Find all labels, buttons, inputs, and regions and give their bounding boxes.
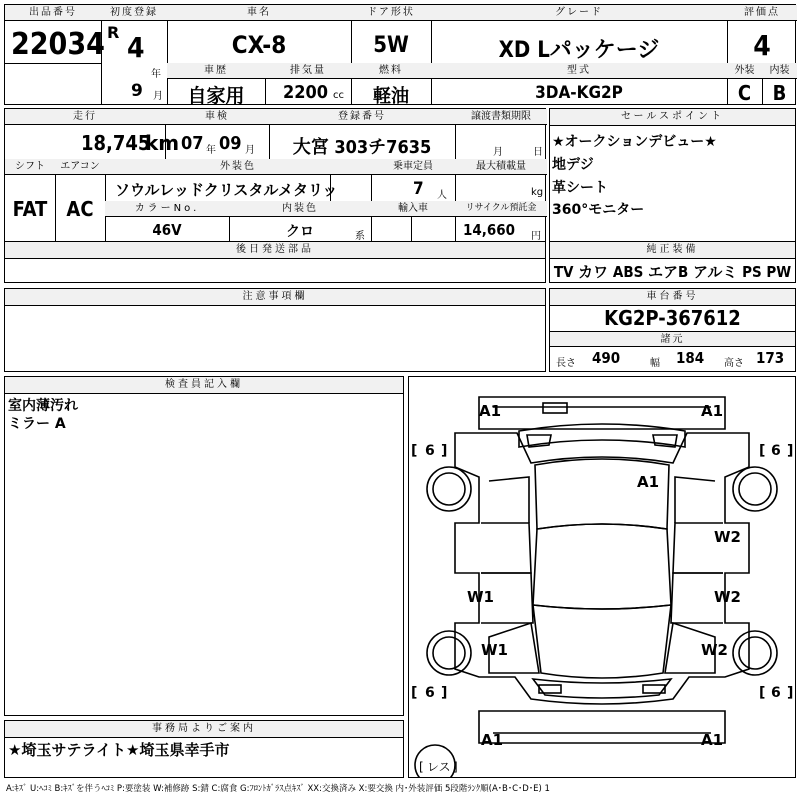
tire-fl-open: [ [411,443,418,459]
office-label: 事務局よりご案内 [5,721,403,738]
sales-point-3: 革シート [552,180,608,196]
ac: AC [66,197,94,221]
office-text: ★埼玉サテライト★埼玉県幸手市 [8,741,230,759]
sales-point-4: 360°モニター [552,202,645,218]
inspection-label: 車検 [165,109,269,125]
details-panel [4,108,546,242]
model: 3DA-KG2P [535,83,623,103]
int-color-label: 内装色 [229,201,371,217]
int-grade: B [772,81,787,105]
later-parts-panel [4,241,546,283]
int-color-unit: 系 [355,231,365,242]
deadline-day-unit: 日 [533,147,543,158]
equipment-label: 純正装備 [550,242,795,259]
later-parts-label: 後日発送部品 [5,242,545,259]
mark-a1-top-right: A1 [701,402,724,420]
mark-w1-left-mid: W1 [467,588,494,606]
load-label: 最大積載量 [455,159,547,175]
car-diagram [409,377,795,777]
ac-label: エアコン [55,159,105,175]
lot-label: 出品番号 [5,5,101,21]
mileage-label: 走行 [5,109,165,125]
dims-label: 諸元 [550,331,795,347]
lot-number: 22034 [11,27,105,62]
tire-fr-close: ] [787,443,794,459]
tire-rr: 6 [771,685,781,701]
height-label: 高さ [724,358,744,369]
history: 自家用 [187,85,245,107]
tire-fl-close: ] [441,443,448,459]
history-label: 車歴 [167,63,265,79]
inspector-line-2: ミラー A [8,416,66,432]
ext-label: 外装 [727,63,762,79]
height: 173 [756,349,785,367]
displacement-label: 排気量 [265,63,351,79]
era: R [107,23,120,42]
inspector-label: 検査員記入欄 [5,377,403,394]
tire-rr-open: [ [759,685,766,701]
inspector-line-1: 室内薄汚れ [8,398,78,414]
deadline-month-unit: 月 [493,147,503,158]
fuel-label: 燃料 [351,63,431,79]
deadline-label: 譲渡書類期限 [455,109,547,125]
car-diagram-panel [408,376,796,778]
sales-points-panel [549,108,796,242]
mark-w1-left-low: W1 [481,641,508,659]
legend: A:ｷｽﾞ U:ﾍｺﾐ B:ｷｽﾞを伴うﾍｺﾐ P:要塗装 W:補修跡 S:錆 C:腐食 G:ﾌﾛﾝﾄｶﾞﾗｽ点ｷｽﾞ XX:交換済み X:要交換 内･外装評価 5段階ﾗﾝｸ順(A･B･C･D･E) 1 [6,784,550,794]
mark-a1-bottom-right: A1 [701,731,724,749]
tire-rl-close: ] [441,685,448,701]
chassis-panel [549,288,796,372]
recycle: 14,660 [463,221,516,239]
grade: XD Lパッケージ [498,38,660,63]
capacity-unit: 人 [437,190,447,201]
door-label: ドア形状 [351,5,431,21]
month-unit: 月 [153,91,163,102]
mark-a1-bottom-left: A1 [481,731,504,749]
width-label: 幅 [650,358,660,369]
recycle-label: リサイクル預託金 [455,201,547,217]
int-label: 内装 [762,63,797,79]
sales-point-2: 地デジ [552,157,594,173]
capacity: 7 [413,179,424,199]
load-unit: kg [531,187,544,198]
ext-grade: C [737,81,752,105]
shift: FAT [12,197,48,221]
tire-rl-open: [ [411,685,418,701]
mark-a1-top-left: A1 [479,402,502,420]
chassis-number: KG2P-367612 [604,306,741,330]
plate-label: 登録番号 [269,109,455,125]
color-no: 46V [152,221,182,239]
first-reg-label: 初度登録 [101,5,167,21]
ext-color-label: 外装色 [105,159,371,175]
equipment-items: TV カワ ABS エアB アルミ PS PW [553,263,792,281]
spare-close: ] [453,760,458,774]
spare-label: レス [427,760,451,774]
reg-month: 9 [131,81,143,101]
yen-unit: 円 [531,231,541,242]
length-label: 長さ [556,358,576,369]
spare-open: [ [419,760,424,774]
color-no-label: カラーNo. [105,201,229,217]
header-panel [4,4,796,105]
car-name-label: 車名 [167,5,351,21]
mark-a1-roof: A1 [637,473,660,491]
insp-month-unit: 月 [245,145,255,156]
reg-year: 4 [127,31,145,64]
office-panel [4,720,404,778]
tire-rr-close: ] [787,685,794,701]
grade-label: グレード [431,5,727,21]
import-label: 輸入車 [371,201,455,217]
mark-w2-right-mid: W2 [714,588,741,606]
insp-year-unit: 年 [206,145,216,156]
plate: 大宮 303チ7635 [292,137,432,158]
sales-points-label: セールスポイント [550,109,795,126]
car-name: CX-8 [231,31,287,59]
tire-fl: 6 [425,443,435,459]
door: 5W [373,33,409,58]
int-color: クロ [286,224,314,240]
length: 490 [592,349,621,367]
insp-month: 09 [219,133,242,154]
shift-label: シフト [5,159,55,175]
mileage: 18,745 [81,131,151,155]
capacity-label: 乗車定員 [371,159,455,175]
mark-w2-right-upper: W2 [714,528,741,546]
score: 4 [753,29,771,62]
ext-color: ソウルレッドクリスタルメタリッ [115,181,338,199]
inspector-panel [4,376,404,716]
insp-year: 07 [181,133,204,154]
fuel: 軽油 [373,86,409,107]
tire-rl: 6 [425,685,435,701]
chassis-label: 車台番号 [550,289,795,306]
year-unit: 年 [151,69,161,80]
cc-unit: cc [333,90,344,101]
notes-panel [4,288,546,372]
mark-w2-right-low: W2 [701,641,728,659]
score-label: 評価点 [727,5,797,21]
model-label: 型式 [431,63,727,79]
sales-point-1: ★オークションデビュー★ [552,134,717,150]
displacement: 2200 [283,82,329,103]
tire-fr-open: [ [759,443,766,459]
equipment-panel [549,241,796,283]
km-unit: km [145,131,180,155]
notes-label: 注意事項欄 [5,289,545,306]
width: 184 [676,349,705,367]
tire-fr: 6 [771,443,781,459]
